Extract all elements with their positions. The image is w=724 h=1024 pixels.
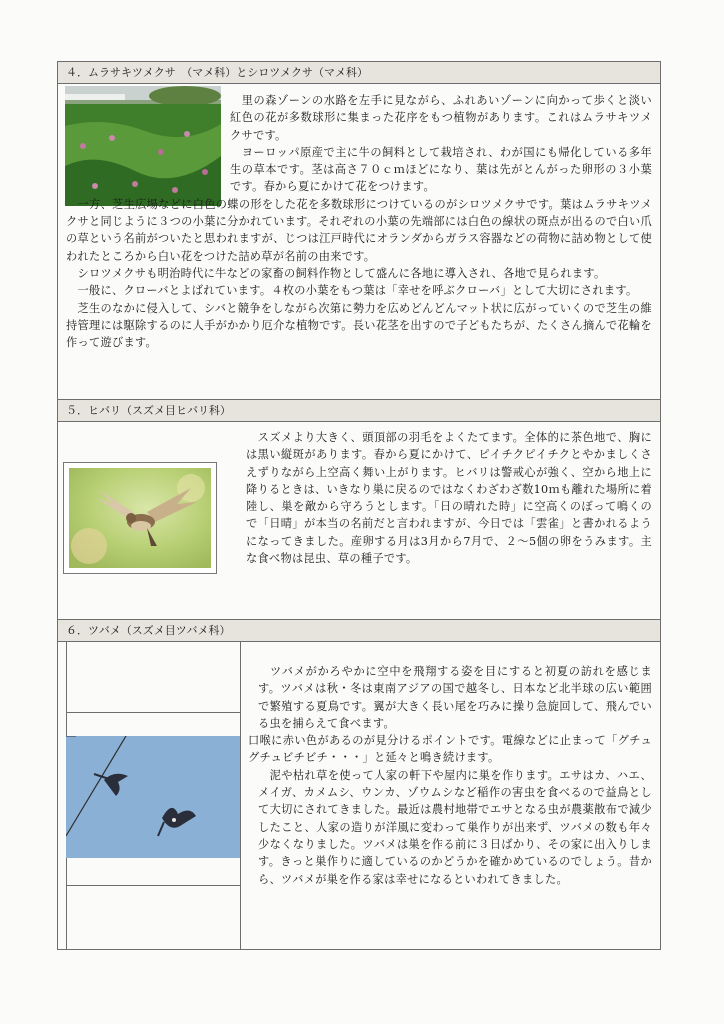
document-sheet	[57, 61, 661, 950]
section-text	[248, 663, 652, 888]
section-text	[66, 92, 652, 351]
column-divider	[240, 642, 241, 949]
paragraph: 一方、芝生広場などに白色の蝶の形をした花を多数球形につけているのがシロツメクサです。葉はムラサキツメクサと同じように３つの小葉に分かれています。それぞれの小葉の先端部には白色の線状の斑点が出るので白い爪の草という名前がついたと思われますが、じつは江戸時代にオランダからガラス容器などの荷物に詰め物として使われたところから白い花をつけた詰め草が名前の由来です。	[66, 197, 652, 263]
paragraph: 芝生のなかに侵入して、シバと競争をしながら次第に勢力を広めどんどんマット状に広がっていくので芝生の維持管理には駆除するのに人手がかかり厄介な植物です。長い花茎を出すので子どもたちが、たくさん摘んで花輪を作って遊びます。	[66, 301, 652, 350]
paragraph: ツバメがかろやかに空中を飛翔する姿を目にすると初夏の訪れを感じます。ツバメは秋・冬は東南アジアの国で越冬し、日本など北半球の広い範囲で繁殖する夏鳥です。翼が大きく長い尾を巧みに操り急旋回して、飛んでいる虫を捕らえて食べます。	[258, 665, 652, 730]
section-swallow	[58, 620, 660, 949]
section-skylark	[58, 400, 660, 620]
paragraph: 里の森ゾーンの水路を左手に見ながら、ふれあいゾーンに向かって歩くと淡い紅色の花が多数球形に集まった花序をもつ植物があります。これはムラサキツメクサです。	[230, 94, 652, 142]
section-text	[246, 429, 652, 567]
skylark-photo	[69, 468, 211, 568]
section-clover	[58, 62, 660, 400]
section-heading: ４．ムラサキツメクサ （マメ科）とシロツメクサ（マメ科）	[58, 62, 660, 84]
swallows-on-wire-photo	[66, 736, 240, 858]
paragraph: 一般に、クローバとよばれています。４枚の小葉をもつ葉は「幸せを呼ぶクローバ」として大切にされます。	[66, 284, 638, 298]
section-heading: ６．ツバメ（スズメ目ツバメ科）	[58, 620, 660, 642]
paragraph: ヨーロッパ原産で主に牛の飼料として栽培され、わが国にも帰化している多年生の草本です。茎は高さ７０ｃｍほどになり、葉は先がとんがった卵形の３小葉です。春から夏にかけて花をつけます。	[230, 145, 652, 194]
paragraph: 口喉に赤い色があるのが見分けるポイントです。電線などに止まって「グチュグチュビチビチ・・・」と延々と鳴き続けます。	[248, 734, 652, 765]
paragraph: スズメより大きく、頭頂部の羽毛をよくたてます。全体的に茶色地で、胸には黒い縦斑があります。春から夏にかけて、ピイチクピイチクとやかましくさえずりながら上空高く舞い上がります。ヒバリは警戒心が強く、空から地上に降りるときは、いきなり巣に戻るのではなくわざわざ数10ｍも離れた場所に着陸し、巣を敵から守ろうとします。「日の晴れた時」に空高くのぼって鳴くので「日晴」が本当の名前だと言われますが、今日では「雲雀」と書かれるようになってきました。産卵する月は3月から7月で、２～5個の卵をうみます。主な食べ物は昆虫、草の種子です。	[246, 431, 652, 566]
section-heading: ５．ヒバリ（スズメ目ヒバリ科）	[58, 400, 660, 422]
grid-line	[66, 712, 241, 713]
grid-line	[66, 885, 241, 886]
paragraph: シロツメクサも明治時代に牛などの家畜の飼料作物として盛んに各地に導入され、各地で見られます。	[66, 266, 606, 280]
skylark-photo-frame	[63, 462, 217, 574]
paragraph: 泥や枯れ草を使って人家の軒下や屋内に巣を作ります。エサはカ、ハエ、メイガ、カメムシ、ウンカ、ゾウムシなど稲作の害虫を食べるので益鳥として大切にされてきました。最近は農村地帯でエサとなる虫が農薬散布で減少したこと、人家の造りが洋風に変わって巣作りが出来ず、ツバメの数も年々少なくなりました。ツバメは巣を作る前に３日ばかり、その家に出入りします。きっと巣作りに適しているのかどうかを確かめているのでしょう。昔から、ツバメが巣を作る家は幸せになるといわれてきました。	[258, 768, 652, 886]
